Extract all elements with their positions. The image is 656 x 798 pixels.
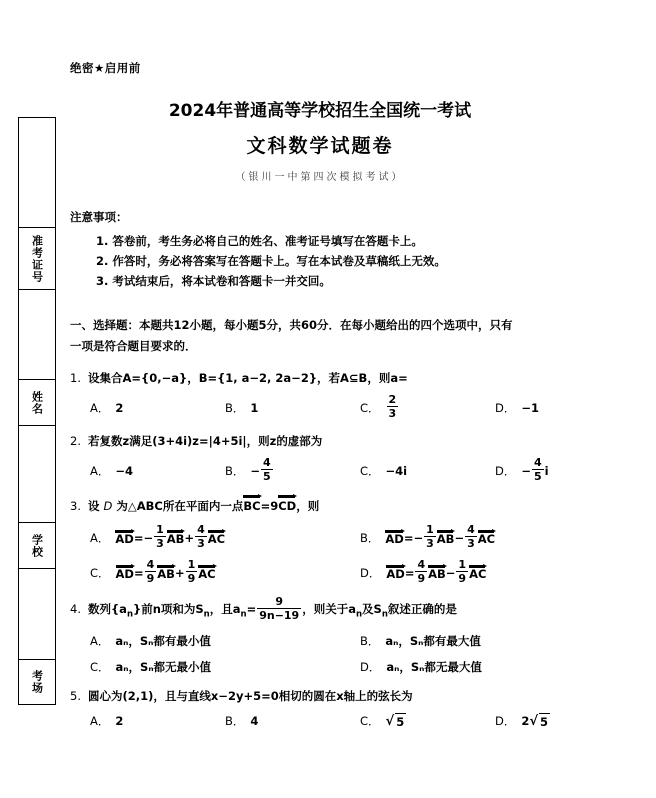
option-value: −1 — [521, 400, 539, 415]
fraction-denominator: 5 — [263, 470, 271, 483]
secret-notice: 绝密★启用前 — [70, 61, 141, 75]
seal-label-exam-id: 准考证号 — [30, 234, 44, 283]
fraction-numerator: 9 — [275, 595, 284, 608]
q5-line: x−2y+5=0 — [210, 689, 279, 704]
option-fraction — [387, 394, 399, 419]
option-tag: D． — [495, 463, 516, 478]
q1-subset: A⊆B — [340, 371, 368, 385]
question-2-number: 2. — [70, 434, 81, 448]
fraction-numerator: 1 — [187, 558, 196, 571]
question-3-option-d[interactable] — [360, 560, 630, 585]
question-3-option-a[interactable] — [90, 525, 360, 550]
question-1-options — [70, 395, 630, 420]
fraction-denominator: 3 — [467, 537, 475, 550]
question-1-option-c[interactable] — [360, 395, 495, 420]
note-item — [70, 251, 630, 271]
notes-list — [70, 231, 630, 291]
question-5-option-c[interactable] — [360, 713, 495, 729]
option-relation: =− — [403, 530, 424, 545]
option-vector-1: AB — [166, 531, 185, 546]
q3-part-2: 为△ABC所在平面内一点 — [116, 499, 244, 513]
option-radicand: 5 — [540, 715, 549, 730]
subject-title: 文科数学试题卷 — [246, 135, 394, 157]
option-fraction-1 — [415, 559, 427, 584]
seal-cell-blank-1 — [19, 118, 55, 228]
question-3-option-b[interactable] — [360, 525, 630, 550]
q2-var-z-1: z — [122, 434, 130, 448]
question-4-options-row-2 — [90, 659, 630, 675]
option-vector-1: AB — [436, 531, 455, 546]
option-vector-lhs: AD — [115, 531, 134, 546]
question-5-options — [70, 713, 630, 729]
seal-cell-blank-3 — [19, 426, 55, 523]
section-heading — [70, 315, 630, 357]
note-number: 3. — [96, 274, 109, 288]
option-vector-lhs: AD — [385, 531, 404, 546]
question-3-option-c[interactable] — [90, 560, 360, 585]
question-1-number: 1. — [70, 371, 81, 385]
q2-part-2: 满足 — [129, 434, 153, 448]
option-vector-2: AC — [477, 531, 496, 546]
option-coefficient: 2 — [521, 714, 530, 729]
question-4-option-c[interactable] — [90, 659, 360, 675]
fraction-denominator: 3 — [388, 407, 397, 420]
note-item — [70, 231, 630, 251]
option-tag: A． — [90, 714, 110, 729]
option-tag: B． — [225, 714, 245, 729]
fraction-denominator: 9 — [458, 572, 467, 585]
exam-subtitle: （银川一中第四次模拟考试） — [235, 172, 405, 183]
option-fraction-2 — [465, 524, 477, 549]
fraction-numerator: 1 — [156, 523, 164, 536]
question-4-stem — [70, 597, 630, 623]
note-text: 考试结束后，将本试卷和答题卡一并交回。 — [112, 274, 331, 288]
q2-equation: (3+4i)z=|4+5i| — [152, 434, 247, 448]
question-3-stem — [70, 495, 630, 515]
question-1-stem — [70, 369, 630, 387]
q3-part-1: 设 — [88, 499, 100, 513]
seal-label-room: 考场 — [30, 670, 44, 694]
q2-part-1: 若复数 — [88, 434, 123, 448]
fraction-denominator: 9n−19 — [259, 609, 300, 622]
question-1-option-b[interactable] — [225, 395, 360, 420]
question-5 — [70, 687, 630, 729]
question-4-options — [70, 633, 630, 675]
question-2-option-a[interactable] — [90, 458, 225, 483]
question-5-option-d[interactable] — [495, 713, 630, 729]
question-3-number: 3. — [70, 499, 81, 513]
q1-set-b: B={1, a−2, 2a−2} — [198, 371, 318, 385]
q4-sub-5: n — [381, 609, 388, 620]
question-5-option-b[interactable] — [225, 713, 360, 729]
question-3-options-row-2 — [90, 560, 630, 585]
seal-label-school: 学校 — [30, 533, 44, 558]
q4-sub-3: n — [240, 609, 247, 620]
option-tag: C． — [360, 400, 380, 415]
question-2-stem — [70, 432, 630, 450]
option-fraction-2 — [186, 559, 198, 584]
option-operator: + — [174, 565, 185, 580]
option-tag: C． — [90, 660, 110, 675]
option-tag: B． — [360, 530, 380, 545]
page-title: 2024年普通高等学校招生全国统一考试 — [168, 101, 472, 121]
option-tag: A． — [90, 463, 110, 478]
option-tag: D． — [495, 714, 516, 729]
option-relation: = — [133, 565, 144, 580]
note-text: 作答时，务必将答案写在答题卡上。写在本试卷及草稿纸上无效。 — [112, 254, 446, 268]
q5-part-2: ，且与直线 — [153, 689, 211, 704]
fraction-numerator: 4 — [197, 523, 205, 536]
option-fraction-1 — [145, 559, 157, 584]
question-1 — [70, 369, 630, 420]
question-4-option-a[interactable] — [90, 633, 360, 649]
option-value: 2 — [115, 400, 124, 415]
question-4 — [70, 597, 630, 675]
option-operator: + — [184, 530, 195, 545]
section-heading-line-2: 一项是符合题目要求的． — [70, 339, 197, 353]
option-fraction-2 — [456, 559, 468, 584]
fraction-denominator: 3 — [426, 537, 434, 550]
question-2-options — [70, 458, 630, 483]
fraction-numerator: 4 — [417, 558, 426, 571]
q1-set-a: A={0,−a} — [122, 371, 188, 385]
fraction-numerator: 4 — [146, 558, 155, 571]
section-heading-line-1: 一、选择题：本题共12小题，每小题5分，共60分．在每小题给出的四个选项中，只有 — [70, 318, 513, 332]
option-tag: A． — [90, 530, 110, 545]
q4-fraction — [257, 596, 301, 621]
seal-cell-exam-id — [19, 228, 55, 290]
q2-part-4: 的虚部为 — [276, 434, 323, 448]
note-number: 2. — [96, 254, 109, 268]
q1-comma-3: ，则 — [367, 371, 391, 385]
fraction-numerator: 4 — [467, 523, 475, 536]
q4-part-4: = — [246, 602, 257, 616]
option-tag: B． — [225, 400, 245, 415]
option-tag: B． — [225, 463, 245, 478]
q2-var-z-2: z — [269, 434, 277, 448]
fraction-denominator: 9 — [417, 572, 426, 585]
exam-content — [70, 60, 630, 729]
option-value: −4i — [385, 463, 408, 478]
option-value: 2 — [115, 714, 124, 729]
option-tag: B． — [360, 634, 380, 649]
option-tag: A． — [90, 634, 110, 649]
q4-sub-2: n — [203, 609, 210, 620]
q1-part-1: 设集合 — [88, 371, 123, 385]
q3-point-d: D — [103, 499, 113, 513]
question-3 — [70, 495, 630, 585]
option-fraction — [261, 457, 273, 482]
note-text: 答卷前，考生务必将自己的姓名、准考证号填写在答题卡上。 — [112, 234, 423, 248]
fraction-numerator: 2 — [388, 393, 397, 406]
option-prefix: − — [521, 463, 531, 478]
option-tag: D． — [360, 660, 381, 675]
q1-comma-2: ，若 — [317, 371, 341, 385]
seal-column — [18, 117, 56, 705]
question-3-options-row-1 — [90, 525, 630, 550]
q4-part-3: ，且a — [209, 602, 241, 616]
option-fraction-2 — [195, 524, 207, 549]
notes-heading: 注意事项： — [70, 210, 128, 224]
option-vector-2: AC — [198, 566, 216, 581]
option-relation: =− — [133, 530, 154, 545]
option-operator: − — [445, 565, 456, 580]
q5-center: (2,1) — [122, 689, 154, 704]
option-prefix: − — [250, 463, 261, 478]
option-text: aₙ，Sₙ都有最小值 — [115, 634, 211, 649]
question-2-option-c[interactable] — [360, 458, 495, 483]
option-tag: C． — [360, 463, 380, 478]
option-operator: − — [454, 530, 465, 545]
q5-part-1: 圆心为 — [88, 689, 123, 704]
question-1-option-a[interactable] — [90, 395, 225, 420]
radical-sign: √ — [529, 713, 539, 729]
option-value: 4 — [250, 714, 259, 729]
note-item — [70, 271, 630, 291]
seal-cell-room — [19, 660, 55, 704]
option-value: 1 — [250, 400, 259, 415]
option-tag: C． — [90, 565, 110, 580]
option-fraction-1 — [424, 524, 436, 549]
option-fraction — [532, 457, 544, 482]
q3-vector-bc: BC — [243, 495, 260, 515]
question-4-options-row-1 — [90, 633, 630, 649]
option-tag: C． — [360, 714, 380, 729]
option-vector-1: AB — [428, 566, 446, 581]
seal-cell-blank-2 — [19, 290, 55, 380]
option-radicand: 5 — [396, 715, 405, 730]
option-value: −4 — [115, 463, 134, 478]
fraction-numerator: 1 — [458, 558, 467, 571]
note-number: 1. — [96, 234, 109, 248]
fraction-denominator: 9 — [187, 572, 196, 585]
option-tag: D． — [360, 565, 381, 580]
seal-cell-name — [19, 380, 55, 426]
option-fraction-1 — [154, 524, 166, 549]
question-3-options — [70, 525, 630, 585]
fraction-denominator: 5 — [534, 470, 542, 483]
q3-part-3: ，则 — [296, 499, 320, 513]
q4-sub-4: n — [355, 609, 363, 620]
q4-part-2: }前n项和为S — [133, 602, 204, 616]
q3-vector-cd: CD — [278, 495, 296, 515]
question-5-stem — [70, 687, 630, 705]
option-text: aₙ，Sₙ都无最大值 — [386, 660, 482, 675]
option-text: aₙ，Sₙ都无最小值 — [115, 660, 212, 675]
q1-comma-1: ， — [187, 371, 199, 385]
question-2 — [70, 432, 630, 483]
fraction-numerator: 4 — [534, 456, 542, 469]
fraction-denominator: 9 — [146, 572, 155, 585]
option-tag: A． — [90, 400, 110, 415]
option-vector-lhs: AD — [386, 566, 405, 581]
question-2-option-d[interactable] — [495, 458, 630, 483]
q4-part-5: ，则关于a — [302, 602, 356, 616]
option-vector-1: AB — [157, 566, 175, 581]
option-text: aₙ，Sₙ都有最大值 — [385, 634, 481, 649]
option-tag: D． — [495, 400, 516, 415]
option-vector-lhs: AD — [115, 566, 134, 581]
q4-part-1: 数列{a — [88, 602, 127, 616]
fraction-numerator: 1 — [426, 523, 434, 536]
fraction-denominator: 3 — [156, 537, 164, 550]
seal-cell-school — [19, 523, 55, 569]
seal-cell-blank-4 — [19, 569, 55, 660]
question-2-option-b[interactable] — [225, 458, 360, 483]
question-4-option-b[interactable] — [360, 633, 630, 649]
option-relation: = — [404, 565, 415, 580]
q1-tail: a= — [390, 371, 408, 385]
question-4-option-d[interactable] — [360, 659, 630, 675]
question-1-option-d[interactable] — [495, 395, 630, 420]
radical-sign: √ — [385, 713, 395, 729]
q4-sub-1: n — [126, 609, 134, 620]
option-vector-2: AC — [207, 531, 226, 546]
option-suffix: i — [544, 463, 549, 478]
option-vector-2: AC — [469, 566, 487, 581]
q4-part-7: 叙述正确的是 — [387, 602, 457, 616]
q3-eq-mid: =9 — [260, 499, 279, 513]
fraction-numerator: 4 — [263, 456, 271, 469]
question-5-option-a[interactable] — [90, 713, 225, 729]
fraction-denominator: 3 — [197, 537, 205, 550]
seal-label-name: 姓名 — [30, 390, 44, 415]
question-4-number: 4. — [70, 602, 81, 616]
q2-part-3: ，则 — [246, 434, 270, 448]
q5-part-3: 相切的圆在x轴上的弦长为 — [278, 689, 413, 704]
question-5-number: 5. — [70, 689, 81, 704]
q4-part-6: 及S — [362, 602, 382, 616]
